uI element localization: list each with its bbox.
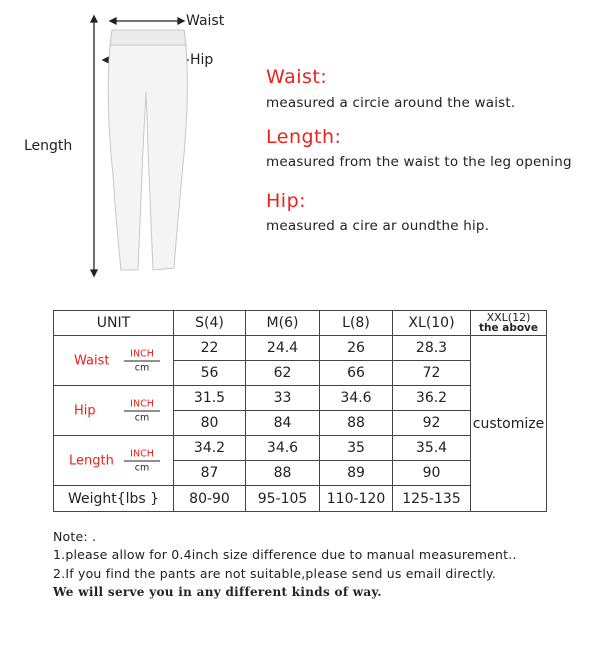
table-cell: 90 bbox=[393, 461, 471, 486]
note-line-2: 2.If you find the pants are not suitable,please send us email directly. bbox=[53, 566, 497, 581]
size-header-l: L(8) bbox=[320, 311, 393, 336]
size-header-s: S(4) bbox=[174, 311, 246, 336]
waist-measure-arrow bbox=[110, 18, 184, 24]
note-line-1: 1.please allow for 0.4inch size difference due to manual measurement.. bbox=[53, 547, 517, 562]
table-cell: 31.5 bbox=[174, 386, 246, 411]
hip-label: Hip bbox=[190, 52, 214, 68]
cm-unit-label: cm bbox=[134, 462, 150, 473]
table-cell: 80-90 bbox=[174, 486, 246, 512]
table-cell: 34.6 bbox=[246, 436, 320, 461]
table-cell: 87 bbox=[174, 461, 246, 486]
length-definition-title: Length: bbox=[266, 126, 342, 148]
length-definition-text: measured from the waist to the leg opening bbox=[266, 154, 572, 170]
cm-unit-label: cm bbox=[134, 412, 150, 423]
waist-row-label: Waist bbox=[74, 353, 110, 368]
table-cell: 33 bbox=[246, 386, 320, 411]
inch-unit-label: INCH bbox=[124, 448, 160, 461]
hip-row-header bbox=[54, 386, 174, 436]
size-header-xl: XL(10) bbox=[393, 311, 471, 336]
unit-header: UNIT bbox=[54, 311, 174, 336]
table-cell: 34.2 bbox=[174, 436, 246, 461]
table-cell: 95-105 bbox=[246, 486, 320, 512]
table-cell: 88 bbox=[320, 411, 393, 436]
table-cell: 35.4 bbox=[393, 436, 471, 461]
table-cell: 26 bbox=[320, 336, 393, 361]
unit-fraction bbox=[124, 398, 160, 423]
table-header-row bbox=[54, 311, 547, 336]
size-chart-table bbox=[53, 310, 547, 512]
hip-row-label: Hip bbox=[74, 403, 96, 418]
table-cell: 92 bbox=[393, 411, 471, 436]
waist-label: Waist bbox=[186, 13, 225, 29]
size-header-m: M(6) bbox=[246, 311, 320, 336]
table-cell: 56 bbox=[174, 361, 246, 386]
hip-definition-text: measured a cire ar oundthe hip. bbox=[266, 218, 490, 234]
table-cell: 72 bbox=[393, 361, 471, 386]
table-cell: 88 bbox=[246, 461, 320, 486]
table-cell: 66 bbox=[320, 361, 393, 386]
xxl-header-note: the above bbox=[478, 322, 539, 334]
cm-unit-label: cm bbox=[134, 362, 150, 373]
note-line-3: We will serve you in any different kinds of way. bbox=[53, 585, 382, 599]
table-cell: 62 bbox=[246, 361, 320, 386]
table-cell: 34.6 bbox=[320, 386, 393, 411]
table-cell: 35 bbox=[320, 436, 393, 461]
table-cell: 28.3 bbox=[393, 336, 471, 361]
table-cell: 125-135 bbox=[393, 486, 471, 512]
table-row bbox=[54, 336, 547, 361]
length-measure-arrow bbox=[91, 16, 97, 276]
length-row-header bbox=[54, 436, 174, 486]
weight-row-label: Weight{lbs } bbox=[54, 486, 174, 512]
waist-definition-title: Waist: bbox=[266, 66, 328, 88]
table-cell: 36.2 bbox=[393, 386, 471, 411]
table-cell: 84 bbox=[246, 411, 320, 436]
hip-definition-title: Hip: bbox=[266, 190, 307, 212]
waist-row-header bbox=[54, 336, 174, 386]
length-label: Length bbox=[24, 138, 73, 154]
customize-cell: customize bbox=[471, 336, 547, 512]
waist-definition-text: measured a circie around the waist. bbox=[266, 95, 516, 111]
inch-unit-label: INCH bbox=[124, 348, 160, 361]
inch-unit-label: INCH bbox=[124, 398, 160, 411]
table-cell: 22 bbox=[174, 336, 246, 361]
table-cell: 80 bbox=[174, 411, 246, 436]
note-heading: Note: . bbox=[53, 529, 97, 544]
xxl-header-size: XXL(12) bbox=[486, 311, 531, 324]
table-cell: 24.4 bbox=[246, 336, 320, 361]
size-header-xxl bbox=[471, 311, 547, 336]
unit-fraction bbox=[124, 348, 160, 373]
unit-fraction bbox=[124, 448, 160, 473]
table-cell: 110-120 bbox=[320, 486, 393, 512]
length-row-label: Length bbox=[69, 453, 114, 468]
table-cell: 89 bbox=[320, 461, 393, 486]
leggings-shape bbox=[108, 30, 187, 270]
